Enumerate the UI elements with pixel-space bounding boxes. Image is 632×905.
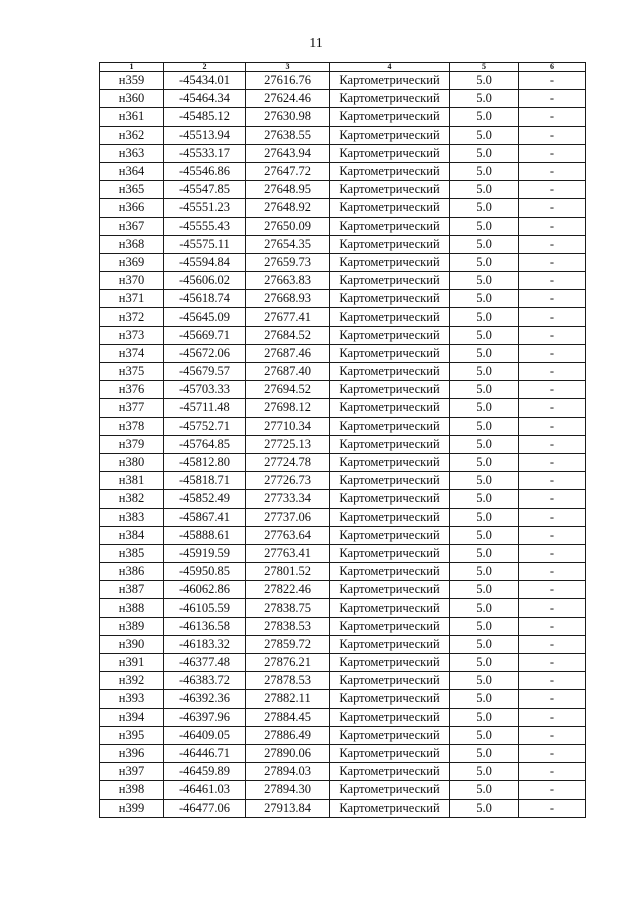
cell-x: -45594.84 xyxy=(164,253,246,271)
cell-point-id: н365 xyxy=(100,181,164,199)
cell-method: Картометрический xyxy=(330,199,450,217)
table-row xyxy=(100,672,586,690)
cell-point-id: н366 xyxy=(100,199,164,217)
cell-accuracy: 5.0 xyxy=(450,363,519,381)
cell-method: Картометрический xyxy=(330,654,450,672)
cell-description: - xyxy=(519,199,586,217)
table-row xyxy=(100,235,586,253)
cell-x: -45852.49 xyxy=(164,490,246,508)
table-row xyxy=(100,508,586,526)
column-header: 5 xyxy=(450,63,519,72)
table-row xyxy=(100,399,586,417)
table-header-row xyxy=(100,63,586,72)
cell-method: Картометрический xyxy=(330,399,450,417)
cell-y: 27638.55 xyxy=(246,126,330,144)
cell-description: - xyxy=(519,308,586,326)
cell-point-id: н395 xyxy=(100,726,164,744)
table-body xyxy=(100,72,586,818)
cell-y: 27884.45 xyxy=(246,708,330,726)
table-row xyxy=(100,472,586,490)
cell-method: Картометрический xyxy=(330,690,450,708)
cell-y: 27616.76 xyxy=(246,72,330,90)
cell-point-id: н370 xyxy=(100,272,164,290)
cell-point-id: н371 xyxy=(100,290,164,308)
cell-accuracy: 5.0 xyxy=(450,508,519,526)
cell-method: Картометрический xyxy=(330,581,450,599)
cell-y: 27882.11 xyxy=(246,690,330,708)
cell-method: Картометрический xyxy=(330,308,450,326)
cell-point-id: н391 xyxy=(100,654,164,672)
cell-accuracy: 5.0 xyxy=(450,635,519,653)
cell-method: Картометрический xyxy=(330,381,450,399)
cell-y: 27648.95 xyxy=(246,181,330,199)
cell-accuracy: 5.0 xyxy=(450,217,519,235)
cell-y: 27647.72 xyxy=(246,162,330,180)
table-row xyxy=(100,199,586,217)
cell-description: - xyxy=(519,326,586,344)
cell-y: 27763.64 xyxy=(246,526,330,544)
cell-method: Картометрический xyxy=(330,599,450,617)
cell-accuracy: 5.0 xyxy=(450,326,519,344)
cell-x: -45818.71 xyxy=(164,472,246,490)
cell-method: Картометрический xyxy=(330,508,450,526)
cell-description: - xyxy=(519,799,586,817)
cell-method: Картометрический xyxy=(330,708,450,726)
cell-accuracy: 5.0 xyxy=(450,108,519,126)
table-row xyxy=(100,72,586,90)
table-row xyxy=(100,654,586,672)
cell-accuracy: 5.0 xyxy=(450,726,519,744)
cell-accuracy: 5.0 xyxy=(450,744,519,762)
table-row xyxy=(100,90,586,108)
cell-method: Картометрический xyxy=(330,617,450,635)
cell-x: -46136.58 xyxy=(164,617,246,635)
cell-accuracy: 5.0 xyxy=(450,253,519,271)
cell-description: - xyxy=(519,763,586,781)
cell-accuracy: 5.0 xyxy=(450,199,519,217)
cell-description: - xyxy=(519,708,586,726)
cell-x: -45669.71 xyxy=(164,326,246,344)
cell-point-id: н390 xyxy=(100,635,164,653)
cell-x: -46459.89 xyxy=(164,763,246,781)
cell-x: -46062.86 xyxy=(164,581,246,599)
cell-point-id: н398 xyxy=(100,781,164,799)
cell-method: Картометрический xyxy=(330,563,450,581)
cell-method: Картометрический xyxy=(330,672,450,690)
table-row xyxy=(100,435,586,453)
table-row xyxy=(100,272,586,290)
cell-accuracy: 5.0 xyxy=(450,90,519,108)
table-row xyxy=(100,126,586,144)
cell-method: Картометрический xyxy=(330,472,450,490)
cell-y: 27650.09 xyxy=(246,217,330,235)
cell-description: - xyxy=(519,235,586,253)
cell-description: - xyxy=(519,435,586,453)
cell-y: 27838.53 xyxy=(246,617,330,635)
cell-accuracy: 5.0 xyxy=(450,344,519,362)
table-row xyxy=(100,617,586,635)
cell-accuracy: 5.0 xyxy=(450,144,519,162)
cell-x: -45703.33 xyxy=(164,381,246,399)
cell-point-id: н386 xyxy=(100,563,164,581)
cell-accuracy: 5.0 xyxy=(450,654,519,672)
cell-accuracy: 5.0 xyxy=(450,453,519,471)
cell-description: - xyxy=(519,217,586,235)
cell-y: 27687.46 xyxy=(246,344,330,362)
cell-point-id: н397 xyxy=(100,763,164,781)
column-header: 6 xyxy=(519,63,586,72)
cell-method: Картометрический xyxy=(330,635,450,653)
cell-method: Картометрический xyxy=(330,108,450,126)
table-row xyxy=(100,290,586,308)
cell-description: - xyxy=(519,108,586,126)
table-row xyxy=(100,162,586,180)
cell-point-id: н387 xyxy=(100,581,164,599)
cell-description: - xyxy=(519,526,586,544)
cell-point-id: н383 xyxy=(100,508,164,526)
cell-description: - xyxy=(519,126,586,144)
cell-description: - xyxy=(519,399,586,417)
cell-point-id: н361 xyxy=(100,108,164,126)
cell-point-id: н359 xyxy=(100,72,164,90)
cell-description: - xyxy=(519,599,586,617)
cell-y: 27630.98 xyxy=(246,108,330,126)
cell-x: -46397.96 xyxy=(164,708,246,726)
cell-accuracy: 5.0 xyxy=(450,272,519,290)
cell-method: Картометрический xyxy=(330,490,450,508)
table-row xyxy=(100,108,586,126)
page-number: 11 xyxy=(309,36,323,51)
cell-x: -45867.41 xyxy=(164,508,246,526)
cell-method: Картометрический xyxy=(330,453,450,471)
table-row xyxy=(100,563,586,581)
cell-accuracy: 5.0 xyxy=(450,399,519,417)
cell-y: 27763.41 xyxy=(246,544,330,562)
cell-method: Картометрический xyxy=(330,744,450,762)
cell-description: - xyxy=(519,726,586,744)
cell-point-id: н380 xyxy=(100,453,164,471)
cell-description: - xyxy=(519,363,586,381)
cell-x: -45812.80 xyxy=(164,453,246,471)
cell-x: -46446.71 xyxy=(164,744,246,762)
cell-description: - xyxy=(519,272,586,290)
cell-x: -45434.01 xyxy=(164,72,246,90)
cell-x: -46409.05 xyxy=(164,726,246,744)
cell-accuracy: 5.0 xyxy=(450,526,519,544)
cell-accuracy: 5.0 xyxy=(450,181,519,199)
coordinates-table xyxy=(99,62,586,818)
cell-method: Картометрический xyxy=(330,763,450,781)
cell-point-id: н393 xyxy=(100,690,164,708)
cell-accuracy: 5.0 xyxy=(450,563,519,581)
table-row xyxy=(100,599,586,617)
cell-x: -45546.86 xyxy=(164,162,246,180)
column-header: 2 xyxy=(164,63,246,72)
table-row xyxy=(100,708,586,726)
cell-point-id: н362 xyxy=(100,126,164,144)
cell-description: - xyxy=(519,508,586,526)
cell-accuracy: 5.0 xyxy=(450,708,519,726)
table-row xyxy=(100,581,586,599)
cell-point-id: н363 xyxy=(100,144,164,162)
cell-description: - xyxy=(519,617,586,635)
cell-accuracy: 5.0 xyxy=(450,235,519,253)
cell-y: 27890.06 xyxy=(246,744,330,762)
cell-description: - xyxy=(519,672,586,690)
cell-y: 27687.40 xyxy=(246,363,330,381)
cell-point-id: н388 xyxy=(100,599,164,617)
cell-point-id: н369 xyxy=(100,253,164,271)
cell-description: - xyxy=(519,181,586,199)
cell-point-id: н360 xyxy=(100,90,164,108)
cell-method: Картометрический xyxy=(330,435,450,453)
cell-x: -45752.71 xyxy=(164,417,246,435)
cell-accuracy: 5.0 xyxy=(450,490,519,508)
cell-y: 27654.35 xyxy=(246,235,330,253)
cell-x: -45888.61 xyxy=(164,526,246,544)
cell-x: -45485.12 xyxy=(164,108,246,126)
cell-x: -45464.34 xyxy=(164,90,246,108)
cell-y: 27643.94 xyxy=(246,144,330,162)
cell-description: - xyxy=(519,72,586,90)
cell-accuracy: 5.0 xyxy=(450,290,519,308)
cell-accuracy: 5.0 xyxy=(450,690,519,708)
cell-x: -45645.09 xyxy=(164,308,246,326)
cell-accuracy: 5.0 xyxy=(450,544,519,562)
cell-description: - xyxy=(519,490,586,508)
cell-accuracy: 5.0 xyxy=(450,381,519,399)
cell-point-id: н364 xyxy=(100,162,164,180)
cell-method: Картометрический xyxy=(330,326,450,344)
cell-y: 27694.52 xyxy=(246,381,330,399)
cell-x: -45533.17 xyxy=(164,144,246,162)
cell-point-id: н378 xyxy=(100,417,164,435)
cell-y: 27668.93 xyxy=(246,290,330,308)
table-row xyxy=(100,326,586,344)
cell-x: -46383.72 xyxy=(164,672,246,690)
cell-method: Картометрический xyxy=(330,272,450,290)
cell-x: -45618.74 xyxy=(164,290,246,308)
cell-accuracy: 5.0 xyxy=(450,417,519,435)
cell-x: -45672.06 xyxy=(164,344,246,362)
cell-accuracy: 5.0 xyxy=(450,763,519,781)
cell-method: Картометрический xyxy=(330,526,450,544)
cell-point-id: н381 xyxy=(100,472,164,490)
cell-description: - xyxy=(519,781,586,799)
cell-x: -45679.57 xyxy=(164,363,246,381)
cell-accuracy: 5.0 xyxy=(450,581,519,599)
cell-description: - xyxy=(519,290,586,308)
cell-x: -45711.48 xyxy=(164,399,246,417)
table-row xyxy=(100,381,586,399)
cell-description: - xyxy=(519,544,586,562)
cell-point-id: н372 xyxy=(100,308,164,326)
cell-x: -45919.59 xyxy=(164,544,246,562)
cell-point-id: н377 xyxy=(100,399,164,417)
cell-y: 27659.73 xyxy=(246,253,330,271)
cell-x: -46461.03 xyxy=(164,781,246,799)
cell-x: -45575.11 xyxy=(164,235,246,253)
table-row xyxy=(100,726,586,744)
cell-y: 27725.13 xyxy=(246,435,330,453)
cell-method: Картометрический xyxy=(330,181,450,199)
cell-y: 27878.53 xyxy=(246,672,330,690)
column-header: 1 xyxy=(100,63,164,72)
cell-point-id: н379 xyxy=(100,435,164,453)
cell-method: Картометрический xyxy=(330,781,450,799)
cell-accuracy: 5.0 xyxy=(450,72,519,90)
cell-y: 27859.72 xyxy=(246,635,330,653)
cell-y: 27724.78 xyxy=(246,453,330,471)
cell-accuracy: 5.0 xyxy=(450,617,519,635)
table-row xyxy=(100,181,586,199)
cell-description: - xyxy=(519,90,586,108)
cell-method: Картометрический xyxy=(330,799,450,817)
cell-x: -45950.85 xyxy=(164,563,246,581)
cell-method: Картометрический xyxy=(330,72,450,90)
cell-x: -46105.59 xyxy=(164,599,246,617)
cell-point-id: н385 xyxy=(100,544,164,562)
cell-accuracy: 5.0 xyxy=(450,781,519,799)
cell-description: - xyxy=(519,563,586,581)
cell-x: -46392.36 xyxy=(164,690,246,708)
table-row xyxy=(100,453,586,471)
cell-x: -45513.94 xyxy=(164,126,246,144)
table-row xyxy=(100,690,586,708)
cell-accuracy: 5.0 xyxy=(450,126,519,144)
cell-y: 27663.83 xyxy=(246,272,330,290)
cell-y: 27801.52 xyxy=(246,563,330,581)
cell-description: - xyxy=(519,162,586,180)
table-row xyxy=(100,490,586,508)
cell-x: -45606.02 xyxy=(164,272,246,290)
cell-point-id: н373 xyxy=(100,326,164,344)
cell-description: - xyxy=(519,635,586,653)
cell-x: -45555.43 xyxy=(164,217,246,235)
table-row xyxy=(100,763,586,781)
table-row xyxy=(100,544,586,562)
cell-y: 27894.30 xyxy=(246,781,330,799)
cell-y: 27894.03 xyxy=(246,763,330,781)
cell-y: 27648.92 xyxy=(246,199,330,217)
cell-y: 27886.49 xyxy=(246,726,330,744)
cell-method: Картометрический xyxy=(330,363,450,381)
cell-description: - xyxy=(519,581,586,599)
cell-method: Картометрический xyxy=(330,126,450,144)
cell-description: - xyxy=(519,472,586,490)
table-row xyxy=(100,344,586,362)
cell-y: 27822.46 xyxy=(246,581,330,599)
cell-x: -45764.85 xyxy=(164,435,246,453)
cell-method: Картометрический xyxy=(330,344,450,362)
cell-accuracy: 5.0 xyxy=(450,672,519,690)
cell-y: 27624.46 xyxy=(246,90,330,108)
cell-method: Картометрический xyxy=(330,726,450,744)
cell-point-id: н376 xyxy=(100,381,164,399)
cell-description: - xyxy=(519,344,586,362)
column-header: 4 xyxy=(330,63,450,72)
cell-x: -45547.85 xyxy=(164,181,246,199)
cell-accuracy: 5.0 xyxy=(450,435,519,453)
cell-description: - xyxy=(519,654,586,672)
cell-accuracy: 5.0 xyxy=(450,162,519,180)
cell-point-id: н374 xyxy=(100,344,164,362)
cell-point-id: н382 xyxy=(100,490,164,508)
cell-description: - xyxy=(519,417,586,435)
cell-y: 27838.75 xyxy=(246,599,330,617)
cell-description: - xyxy=(519,744,586,762)
cell-x: -46377.48 xyxy=(164,654,246,672)
cell-point-id: н394 xyxy=(100,708,164,726)
cell-point-id: н375 xyxy=(100,363,164,381)
cell-method: Картометрический xyxy=(330,90,450,108)
table-row xyxy=(100,781,586,799)
table-row xyxy=(100,363,586,381)
cell-y: 27913.84 xyxy=(246,799,330,817)
cell-method: Картометрический xyxy=(330,417,450,435)
cell-y: 27733.34 xyxy=(246,490,330,508)
table-row xyxy=(100,744,586,762)
cell-method: Картометрический xyxy=(330,217,450,235)
cell-method: Картометрический xyxy=(330,235,450,253)
table-row xyxy=(100,308,586,326)
cell-method: Картометрический xyxy=(330,162,450,180)
cell-point-id: н384 xyxy=(100,526,164,544)
table-row xyxy=(100,635,586,653)
table-row xyxy=(100,526,586,544)
table-row xyxy=(100,799,586,817)
cell-point-id: н399 xyxy=(100,799,164,817)
cell-x: -46183.32 xyxy=(164,635,246,653)
cell-x: -45551.23 xyxy=(164,199,246,217)
table-row xyxy=(100,217,586,235)
cell-accuracy: 5.0 xyxy=(450,308,519,326)
cell-method: Картометрический xyxy=(330,144,450,162)
cell-point-id: н368 xyxy=(100,235,164,253)
cell-description: - xyxy=(519,144,586,162)
cell-accuracy: 5.0 xyxy=(450,472,519,490)
cell-y: 27677.41 xyxy=(246,308,330,326)
cell-method: Картометрический xyxy=(330,253,450,271)
cell-description: - xyxy=(519,690,586,708)
cell-y: 27710.34 xyxy=(246,417,330,435)
cell-y: 27684.52 xyxy=(246,326,330,344)
cell-point-id: н367 xyxy=(100,217,164,235)
cell-y: 27698.12 xyxy=(246,399,330,417)
table-row xyxy=(100,144,586,162)
cell-method: Картометрический xyxy=(330,544,450,562)
cell-point-id: н396 xyxy=(100,744,164,762)
cell-point-id: н389 xyxy=(100,617,164,635)
cell-y: 27876.21 xyxy=(246,654,330,672)
cell-description: - xyxy=(519,453,586,471)
cell-accuracy: 5.0 xyxy=(450,599,519,617)
table-row xyxy=(100,253,586,271)
cell-y: 27726.73 xyxy=(246,472,330,490)
cell-x: -46477.06 xyxy=(164,799,246,817)
table-row xyxy=(100,417,586,435)
cell-description: - xyxy=(519,253,586,271)
cell-accuracy: 5.0 xyxy=(450,799,519,817)
cell-method: Картометрический xyxy=(330,290,450,308)
cell-y: 27737.06 xyxy=(246,508,330,526)
cell-point-id: н392 xyxy=(100,672,164,690)
cell-description: - xyxy=(519,381,586,399)
column-header: 3 xyxy=(246,63,330,72)
